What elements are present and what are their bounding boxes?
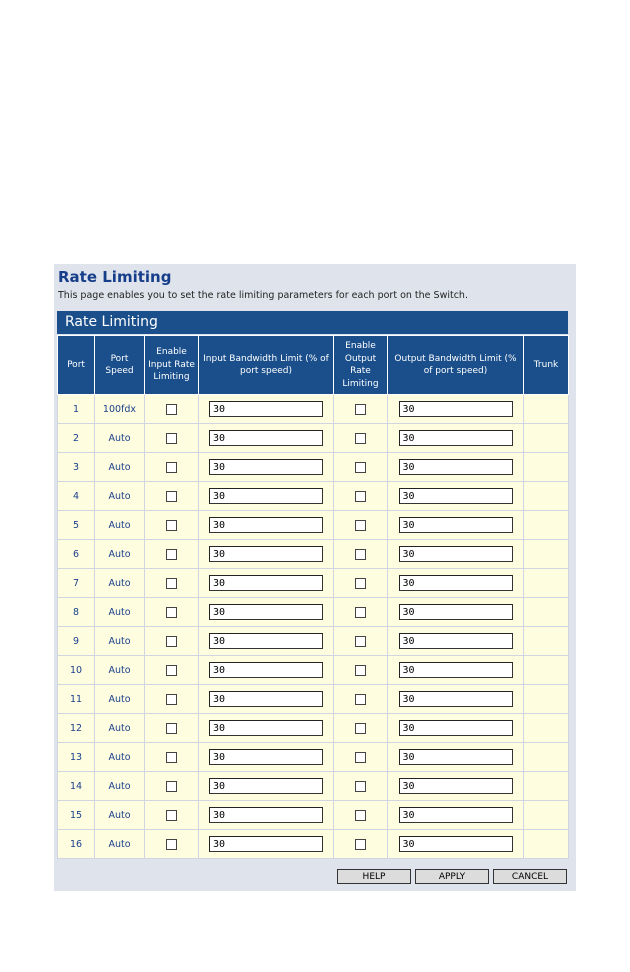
input-limit-field[interactable]: 30 xyxy=(209,459,323,475)
output-limit-cell xyxy=(388,598,524,627)
port-number: 9 xyxy=(58,627,95,656)
enable-input-checkbox[interactable] xyxy=(166,578,177,589)
port-speed: 100fdx xyxy=(95,395,145,424)
enable-input-checkbox[interactable] xyxy=(166,723,177,734)
enable-input-cell xyxy=(145,424,199,453)
enable-input-checkbox[interactable] xyxy=(166,433,177,444)
enable-output-checkbox[interactable] xyxy=(355,520,366,531)
enable-output-cell xyxy=(334,540,388,569)
enable-output-checkbox[interactable] xyxy=(355,694,366,705)
output-limit-field[interactable]: 30 xyxy=(399,720,513,736)
input-limit-field[interactable]: 30 xyxy=(209,807,323,823)
input-limit-cell xyxy=(199,424,334,453)
port-speed: Auto xyxy=(95,743,145,772)
port-number: 8 xyxy=(58,598,95,627)
trunk-cell xyxy=(524,685,569,714)
port-speed: Auto xyxy=(95,482,145,511)
trunk-cell xyxy=(524,482,569,511)
input-limit-field[interactable]: 30 xyxy=(209,401,323,417)
port-speed: Auto xyxy=(95,627,145,656)
enable-input-cell xyxy=(145,395,199,424)
enable-input-cell xyxy=(145,656,199,685)
table-row xyxy=(58,424,569,453)
input-limit-field[interactable]: 30 xyxy=(209,604,323,620)
page-description: This page enables you to set the rate limiting parameters for each port on the Switch. xyxy=(58,290,468,301)
enable-input-cell xyxy=(145,830,199,859)
enable-input-cell xyxy=(145,801,199,830)
port-speed: Auto xyxy=(95,801,145,830)
trunk-cell xyxy=(524,395,569,424)
enable-input-cell xyxy=(145,743,199,772)
port-speed: Auto xyxy=(95,453,145,482)
help-button[interactable]: HELP xyxy=(337,869,411,884)
enable-input-checkbox[interactable] xyxy=(166,491,177,502)
port-number: 16 xyxy=(58,830,95,859)
page-title: Rate Limiting xyxy=(58,268,172,286)
table-row xyxy=(58,656,569,685)
enable-input-checkbox[interactable] xyxy=(166,404,177,415)
table-row xyxy=(58,395,569,424)
input-limit-field[interactable]: 30 xyxy=(209,778,323,794)
col-header-trunk: Trunk xyxy=(524,336,569,395)
table-row xyxy=(58,482,569,511)
trunk-cell xyxy=(524,714,569,743)
trunk-cell xyxy=(524,801,569,830)
enable-input-checkbox[interactable] xyxy=(166,549,177,560)
port-number: 1 xyxy=(58,395,95,424)
output-limit-field[interactable]: 30 xyxy=(399,488,513,504)
enable-input-cell xyxy=(145,627,199,656)
port-speed: Auto xyxy=(95,424,145,453)
input-limit-cell xyxy=(199,801,334,830)
port-speed: Auto xyxy=(95,569,145,598)
input-limit-cell xyxy=(199,453,334,482)
table-row xyxy=(58,453,569,482)
port-number: 7 xyxy=(58,569,95,598)
enable-input-cell xyxy=(145,714,199,743)
table-row xyxy=(58,511,569,540)
enable-output-cell xyxy=(334,830,388,859)
trunk-cell xyxy=(524,598,569,627)
output-limit-cell xyxy=(388,656,524,685)
enable-output-checkbox[interactable] xyxy=(355,491,366,502)
enable-input-cell xyxy=(145,453,199,482)
port-speed: Auto xyxy=(95,830,145,859)
output-limit-field[interactable]: 30 xyxy=(399,401,513,417)
table-row xyxy=(58,743,569,772)
table-row xyxy=(58,830,569,859)
input-limit-cell xyxy=(199,598,334,627)
trunk-cell xyxy=(524,511,569,540)
enable-input-checkbox[interactable] xyxy=(166,810,177,821)
input-limit-cell xyxy=(199,511,334,540)
input-limit-field[interactable]: 30 xyxy=(209,836,323,852)
enable-output-checkbox[interactable] xyxy=(355,433,366,444)
enable-output-cell xyxy=(334,569,388,598)
port-speed: Auto xyxy=(95,714,145,743)
output-limit-field[interactable]: 30 xyxy=(399,546,513,562)
port-number: 11 xyxy=(58,685,95,714)
enable-input-checkbox[interactable] xyxy=(166,781,177,792)
table-row xyxy=(58,714,569,743)
enable-output-cell xyxy=(334,453,388,482)
enable-input-cell xyxy=(145,569,199,598)
col-header-port-speed: Port Speed xyxy=(95,336,145,395)
enable-input-cell xyxy=(145,685,199,714)
cancel-button[interactable]: CANCEL xyxy=(493,869,567,884)
output-limit-cell xyxy=(388,685,524,714)
port-number: 12 xyxy=(58,714,95,743)
trunk-cell xyxy=(524,424,569,453)
port-number: 14 xyxy=(58,772,95,801)
port-speed: Auto xyxy=(95,685,145,714)
enable-input-cell xyxy=(145,482,199,511)
enable-output-checkbox[interactable] xyxy=(355,578,366,589)
output-limit-cell xyxy=(388,511,524,540)
port-speed: Auto xyxy=(95,511,145,540)
input-limit-cell xyxy=(199,569,334,598)
enable-output-cell xyxy=(334,424,388,453)
input-limit-cell xyxy=(199,627,334,656)
enable-output-cell xyxy=(334,656,388,685)
trunk-cell xyxy=(524,540,569,569)
enable-output-checkbox[interactable] xyxy=(355,404,366,415)
port-number: 15 xyxy=(58,801,95,830)
table-row xyxy=(58,569,569,598)
table-row xyxy=(58,685,569,714)
enable-output-cell xyxy=(334,743,388,772)
port-speed: Auto xyxy=(95,598,145,627)
table-row xyxy=(58,627,569,656)
output-limit-cell xyxy=(388,482,524,511)
port-speed: Auto xyxy=(95,772,145,801)
table-row xyxy=(58,598,569,627)
output-limit-cell xyxy=(388,395,524,424)
enable-output-cell xyxy=(334,395,388,424)
input-limit-cell xyxy=(199,830,334,859)
rate-limiting-panel xyxy=(54,264,576,891)
enable-output-cell xyxy=(334,598,388,627)
output-limit-field[interactable]: 30 xyxy=(399,604,513,620)
input-limit-cell xyxy=(199,743,334,772)
enable-input-checkbox[interactable] xyxy=(166,636,177,647)
output-limit-cell xyxy=(388,830,524,859)
table-header-row xyxy=(58,336,569,395)
col-header-enable-input: Enable Input Rate Limiting xyxy=(145,336,199,395)
enable-output-checkbox[interactable] xyxy=(355,462,366,473)
enable-input-checkbox[interactable] xyxy=(166,694,177,705)
enable-input-cell xyxy=(145,540,199,569)
trunk-cell xyxy=(524,453,569,482)
enable-input-checkbox[interactable] xyxy=(166,752,177,763)
input-limit-field[interactable]: 30 xyxy=(209,662,323,678)
output-limit-field[interactable]: 30 xyxy=(399,459,513,475)
output-limit-field[interactable]: 30 xyxy=(399,517,513,533)
trunk-cell xyxy=(524,830,569,859)
input-limit-field[interactable]: 30 xyxy=(209,691,323,707)
input-limit-field[interactable]: 30 xyxy=(209,575,323,591)
enable-output-cell xyxy=(334,772,388,801)
enable-output-cell xyxy=(334,801,388,830)
output-limit-cell xyxy=(388,714,524,743)
input-limit-field[interactable]: 30 xyxy=(209,517,323,533)
output-limit-field[interactable]: 30 xyxy=(399,430,513,446)
output-limit-cell xyxy=(388,627,524,656)
trunk-cell xyxy=(524,627,569,656)
enable-input-checkbox[interactable] xyxy=(166,462,177,473)
col-header-enable-output: Enable Output Rate Limiting xyxy=(334,336,388,395)
output-limit-cell xyxy=(388,569,524,598)
output-limit-cell xyxy=(388,453,524,482)
port-number: 4 xyxy=(58,482,95,511)
section-title: Rate Limiting xyxy=(57,311,568,334)
trunk-cell xyxy=(524,772,569,801)
rate-limit-table xyxy=(57,335,569,859)
input-limit-field[interactable]: 30 xyxy=(209,488,323,504)
trunk-cell xyxy=(524,743,569,772)
output-limit-cell xyxy=(388,743,524,772)
enable-output-cell xyxy=(334,685,388,714)
trunk-cell xyxy=(524,569,569,598)
col-header-port: Port xyxy=(58,336,95,395)
enable-input-checkbox[interactable] xyxy=(166,665,177,676)
table-row xyxy=(58,801,569,830)
enable-input-checkbox[interactable] xyxy=(166,520,177,531)
port-number: 13 xyxy=(58,743,95,772)
enable-input-checkbox[interactable] xyxy=(166,607,177,618)
input-limit-field[interactable]: 30 xyxy=(209,633,323,649)
output-limit-field[interactable]: 30 xyxy=(399,691,513,707)
enable-output-checkbox[interactable] xyxy=(355,607,366,618)
port-number: 5 xyxy=(58,511,95,540)
input-limit-cell xyxy=(199,656,334,685)
output-limit-cell xyxy=(388,801,524,830)
output-limit-cell xyxy=(388,772,524,801)
trunk-cell xyxy=(524,656,569,685)
port-number: 3 xyxy=(58,453,95,482)
table-row xyxy=(58,772,569,801)
port-number: 10 xyxy=(58,656,95,685)
input-limit-cell xyxy=(199,772,334,801)
output-limit-field[interactable]: 30 xyxy=(399,778,513,794)
output-limit-field[interactable]: 30 xyxy=(399,662,513,678)
port-number: 6 xyxy=(58,540,95,569)
output-limit-field[interactable]: 30 xyxy=(399,749,513,765)
enable-output-checkbox[interactable] xyxy=(355,781,366,792)
enable-output-cell xyxy=(334,482,388,511)
enable-output-checkbox[interactable] xyxy=(355,636,366,647)
input-limit-field[interactable]: 30 xyxy=(209,720,323,736)
output-limit-field[interactable]: 30 xyxy=(399,807,513,823)
output-limit-field[interactable]: 30 xyxy=(399,633,513,649)
table-row xyxy=(58,540,569,569)
output-limit-field[interactable]: 30 xyxy=(399,575,513,591)
apply-button[interactable]: APPLY xyxy=(415,869,489,884)
port-number: 2 xyxy=(58,424,95,453)
col-header-output-limit: Output Bandwidth Limit (% of port speed) xyxy=(388,336,524,395)
input-limit-field[interactable]: 30 xyxy=(209,749,323,765)
output-limit-cell xyxy=(388,540,524,569)
input-limit-field[interactable]: 30 xyxy=(209,546,323,562)
enable-output-checkbox[interactable] xyxy=(355,752,366,763)
enable-input-cell xyxy=(145,511,199,540)
output-limit-cell xyxy=(388,424,524,453)
input-limit-field[interactable]: 30 xyxy=(209,430,323,446)
enable-output-checkbox[interactable] xyxy=(355,839,366,850)
enable-input-cell xyxy=(145,598,199,627)
enable-output-checkbox[interactable] xyxy=(355,723,366,734)
input-limit-cell xyxy=(199,395,334,424)
enable-output-checkbox[interactable] xyxy=(355,810,366,821)
input-limit-cell xyxy=(199,685,334,714)
col-header-input-limit: Input Bandwidth Limit (% of port speed) xyxy=(199,336,334,395)
port-speed: Auto xyxy=(95,656,145,685)
enable-output-cell xyxy=(334,714,388,743)
input-limit-cell xyxy=(199,540,334,569)
input-limit-cell xyxy=(199,482,334,511)
output-limit-field[interactable]: 30 xyxy=(399,836,513,852)
enable-output-cell xyxy=(334,511,388,540)
enable-input-checkbox[interactable] xyxy=(166,839,177,850)
port-speed: Auto xyxy=(95,540,145,569)
enable-input-cell xyxy=(145,772,199,801)
enable-output-checkbox[interactable] xyxy=(355,549,366,560)
enable-output-cell xyxy=(334,627,388,656)
enable-output-checkbox[interactable] xyxy=(355,665,366,676)
input-limit-cell xyxy=(199,714,334,743)
